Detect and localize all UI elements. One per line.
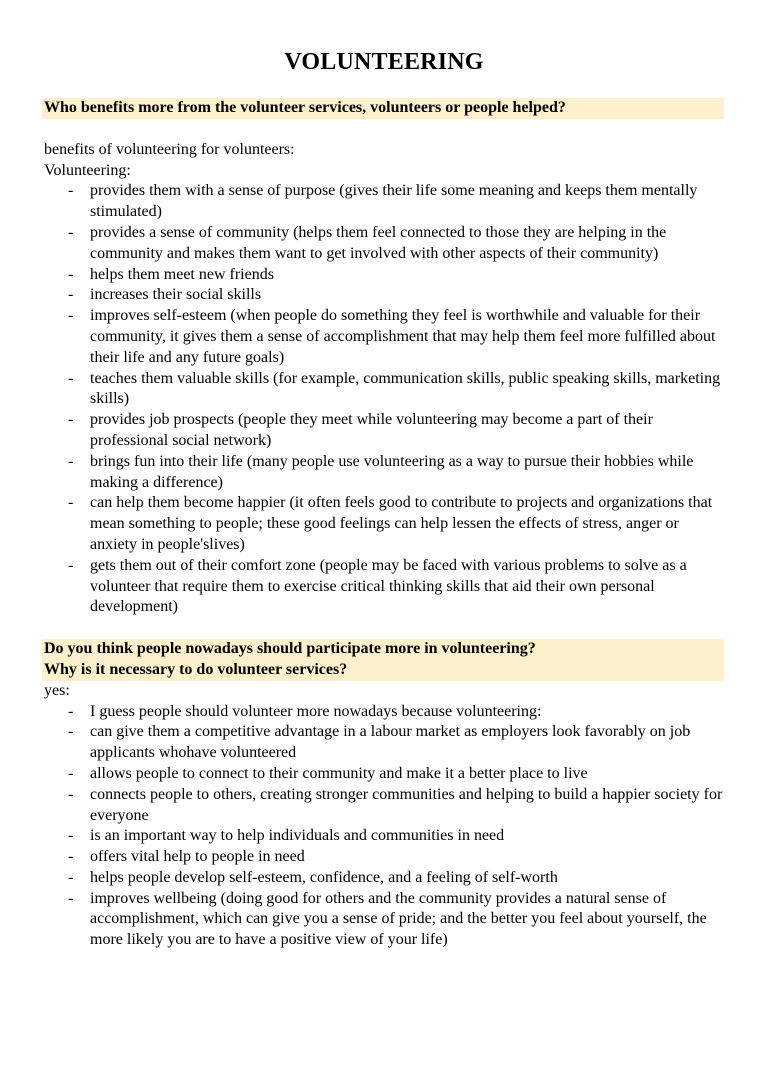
list-item: - offers vital help to people in need — [44, 847, 724, 868]
section2-list — [44, 702, 724, 952]
question-2-line-1: Do you think people nowadays should participate more in volunteering? — [44, 640, 536, 658]
section1-subhead: Volunteering: — [44, 161, 131, 179]
list-item: - helps them meet new friends — [44, 265, 724, 286]
question-2-line-2: Why is it necessary to do volunteer services? — [44, 660, 348, 678]
list-item: - brings fun into their life (many people use volunteering as a way to pursue their hobbies while making a difference) — [44, 452, 724, 494]
question-2 — [42, 639, 724, 681]
list-item: - provides job prospects (people they meet while volunteering may become a part of their professional social network) — [44, 410, 724, 452]
list-item: - provides them with a sense of purpose (gives their life some meaning and keeps them mentally stimulated) — [44, 181, 724, 223]
document-page — [0, 48, 768, 951]
list-item: - connects people to others, creating stronger communities and helping to build a happier society for everyone — [44, 785, 724, 827]
section1-intro: benefits of volunteering for volunteers: — [44, 140, 295, 158]
list-item: - gets them out of their comfort zone (people may be faced with various problems to solve as a volunteer that require them to exercise critical thinking skills that aid their own personal development) — [44, 556, 724, 618]
list-item: - can help them become happier (it often feels good to contribute to projects and organizations that mean something to people; these good feelings can help lessen the effects of stress, anger or anxiety in people'slives) — [44, 493, 724, 555]
list-item: - allows people to connect to their community and make it a better place to live — [44, 764, 724, 785]
page-title: VOLUNTEERING — [284, 49, 484, 75]
section2-answer: yes: — [44, 681, 70, 699]
list-item: - provides a sense of community (helps them feel connected to those they are helping in the community and makes them want to get involved with other aspects of their community) — [44, 223, 724, 265]
list-item: - increases their social skills — [44, 285, 724, 306]
question-1: Who benefits more from the volunteer services, volunteers or people helped? — [42, 98, 724, 119]
list-item: - teaches them valuable skills (for example, communication skills, public speaking skills, marketing skills) — [44, 369, 724, 411]
list-item: - can give them a competitive advantage in a labour market as employers look favorably on job applicants whohave volunteered — [44, 722, 724, 764]
list-item: - helps people develop self-esteem, confidence, and a feeling of self-worth — [44, 868, 724, 889]
list-item: - is an important way to help individuals and communities in need — [44, 826, 724, 847]
list-item: - improves self-esteem (when people do something they feel is worthwhile and valuable for their community, it gives them a sense of accomplishment that may help them feel more fulfilled about their life and any future goals) — [44, 306, 724, 368]
list-item: - improves wellbeing (doing good for others and the community provides a natural sense of accomplishment, which can give you a sense of pride; and the better you feel about yourself, the more likely you are to have a positive view of your life) — [44, 889, 724, 951]
list-item: - I guess people should volunteer more nowadays because volunteering: — [44, 702, 724, 723]
section1-list — [44, 181, 724, 618]
